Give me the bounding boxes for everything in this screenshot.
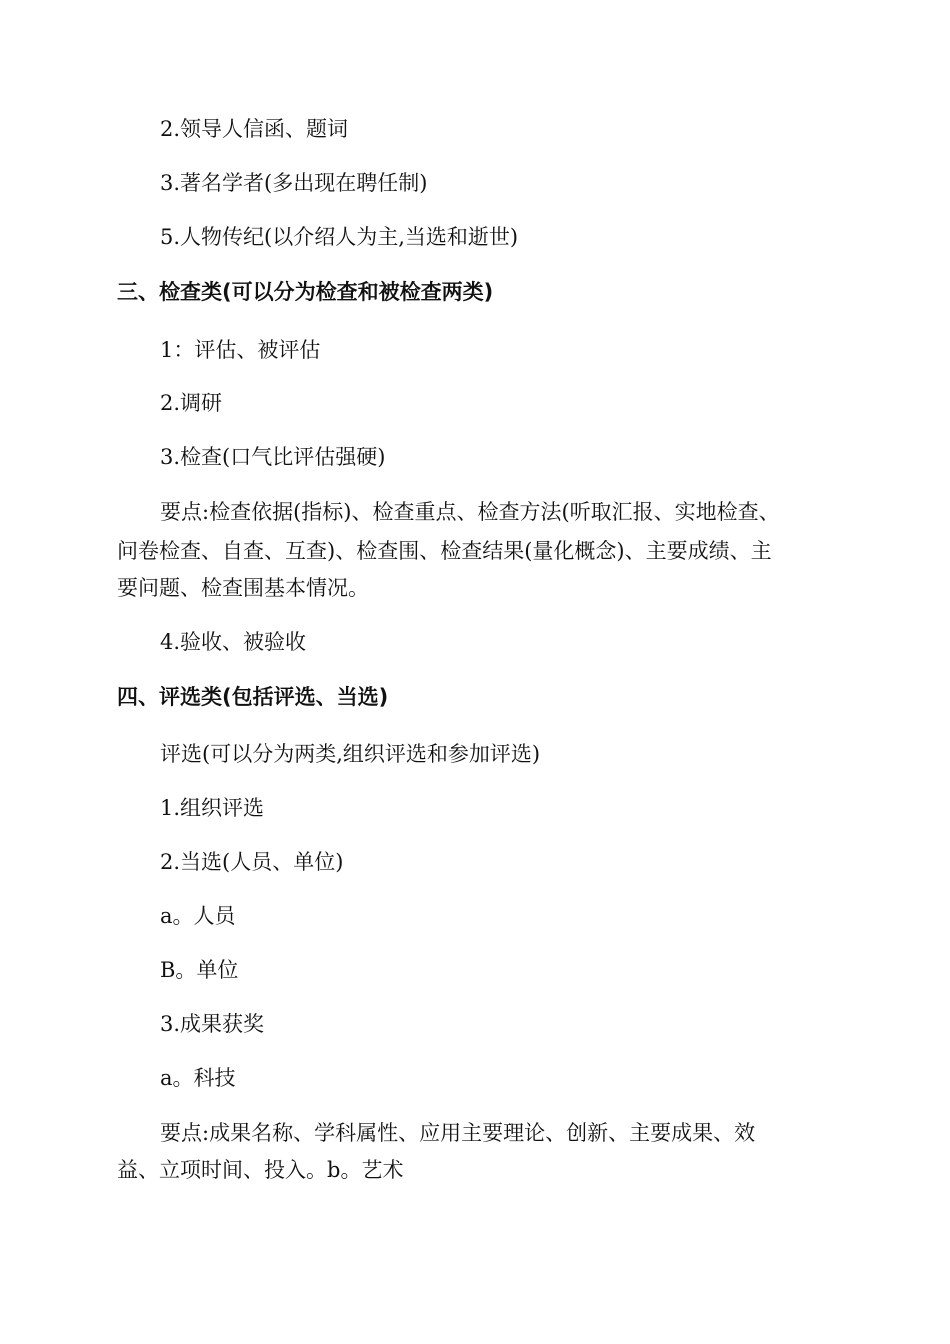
paragraph-line: 要点:成果名称、学科属性、应用主要理论、创新、主要成果、效 xyxy=(160,1121,756,1145)
paragraph-line: 问卷检查、自查、互查)、检查围、检查结果(量化概念)、主要成绩、主 xyxy=(117,539,772,563)
list-item: 5.人物传纪(以介绍人为主,当选和逝世) xyxy=(160,225,519,249)
list-item: 2.领导人信函、题词 xyxy=(160,117,349,141)
section-heading: 三、检查类(可以分为检查和被检查两类) xyxy=(117,280,494,304)
list-item: a。人员 xyxy=(160,904,236,928)
list-item: 3.成果获奖 xyxy=(160,1012,265,1036)
list-item: 1.组织评选 xyxy=(160,796,265,820)
list-item: 1：评估、被评估 xyxy=(160,338,321,362)
list-item: 3.检查(口气比评估强硬) xyxy=(160,445,386,469)
paragraph-line: 益、立项时间、投入。b。艺术 xyxy=(117,1158,404,1182)
list-item: 3.著名学者(多出现在聘任制) xyxy=(160,171,428,195)
section-heading: 四、评选类(包括评选、当选) xyxy=(117,685,389,709)
list-item: B。单位 xyxy=(160,958,239,982)
list-item: 2.当选(人员、单位) xyxy=(160,850,344,874)
list-item: 4.验收、被验收 xyxy=(160,630,307,654)
list-item: a。科技 xyxy=(160,1066,236,1090)
paragraph-line: 要问题、检查围基本情况。 xyxy=(117,576,369,600)
list-item: 2.调研 xyxy=(160,391,223,415)
paragraph-line: 要点:检查依据(指标)、检查重点、检查方法(听取汇报、实地检查、 xyxy=(160,500,780,524)
paragraph-line: 评选(可以分为两类,组织评选和参加评选) xyxy=(160,742,541,766)
